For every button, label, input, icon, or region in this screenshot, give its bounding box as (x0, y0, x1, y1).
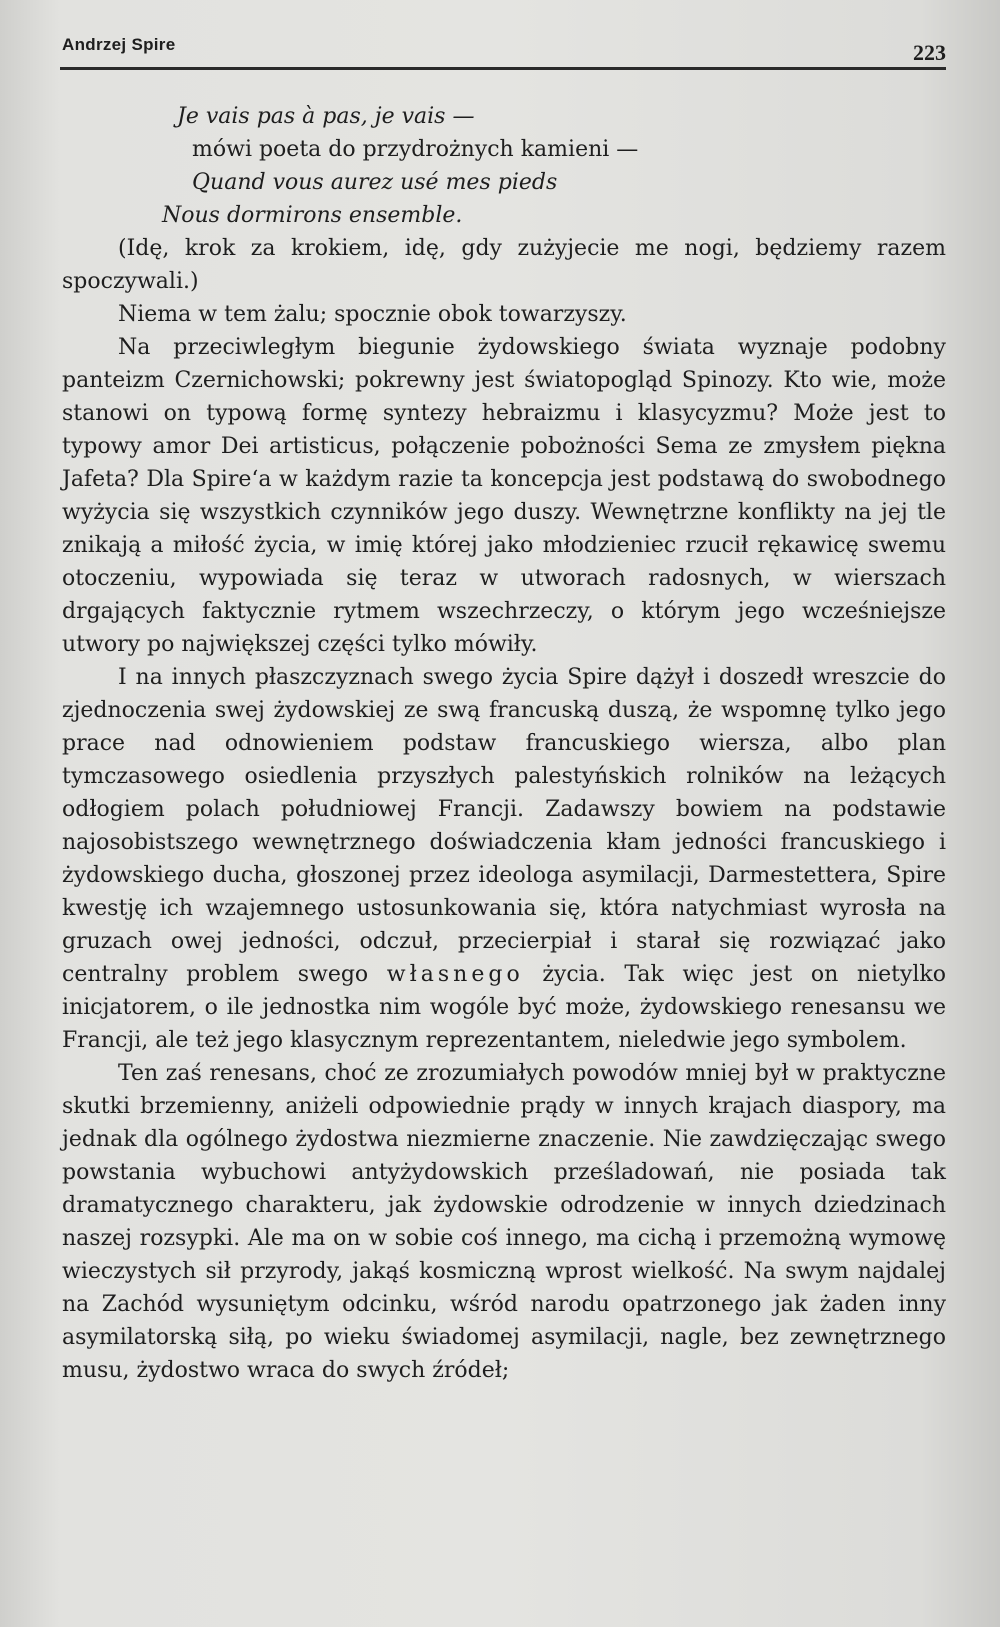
header-rule (60, 67, 946, 70)
paragraph-unification (62, 661, 946, 1057)
body-text (62, 100, 946, 1387)
running-head-author: Andrzej Spire (62, 35, 176, 54)
paragraph-pantheism: Na przeciwległym biegunie żydowskiego świata wyznaje podobny panteizm Czernichowski; pokrewny jest światopogląd Spinozy. Kto wie, może stanowi on typową formę syntezy hebraizmu i klasycyzmu? Może jest to typowy amor Dei artisticus, połączenie pobożności Sema ze zmysłem piękna Jafeta? Dla Spire‘a w każdym razie ta koncepcja jest podstawą do swobodnego wyżycia się wszystkich czynników jego duszy. Wewnętrzne konflikty na jej tle znikają a miłość życia, w imię której jako młodzieniec rzucił rękawicę swemu otoczeniu, wypowiada się teraz w utworach radosnych, w wierszach drgających faktycznie rytmem wszechrzeczy, o którym jego wcześniejsze utwory po największej części tylko mówiły. (62, 335, 946, 657)
paragraph-unification-text-a: I na innych płaszczyznach swego życia Spire dążył i doszedł wreszcie do zjednoczenia swej żydowskiej ze swą francuską duszą, że wspomnę tylko jego prace nad odnowieniem podstaw francuskiego wiersza, albo plan tymczasowego osiedlenia przyszłych palestyńskich rolników na leżących odłogiem polach południowej Francji. Zadawszy bowiem na podstawie najosobistszego wewnętrznego doświadczenia kłam jedności francuskiego i żydowskiego ducha, głoszonej przez ideologa asymilacji, Darmestettera, Spire kwestję ich wzajemnego ustosunkowania się, która natychmiast wyrosła na gruzach owej jedności, odczuł, przecierpiał i starał się rozwiązać jako centralny problem swego (62, 665, 946, 987)
emphasized-word: własnego (386, 962, 524, 987)
page-number: 223 (913, 40, 946, 65)
verse-quotation (62, 100, 946, 232)
paragraph-renaissance: Ten zaś renesans, choć ze zrozumiałych powodów mniej był w praktyczne skutki brzemienny, aniżeli odpowiednie prądy w innych krajach diaspory, ma jednak dla ogólnego żydostwa niezmierne znaczenie. Nie zawdzięczając swego powstania wybuchowi antyżydowskich prześladowań, nie posiada tak dramatycznego charakteru, jak żydowskie odrodzenie w innych dziedzinach naszej rozsypki. Ale ma on w sobie coś innego, ma cichą i przemożną wymowę wieczystych sił przyrody, jakąś kosmiczną wprost wielkość. Na swym najdalej na Zachód wysuniętym odcinku, wśród narodu opatrzonego jak żaden inny asymilatorską siłą, po wieku świadomej asymilacji, nagle, bez zewnętrznego musu, żydostwo wraca do swych źródeł; (62, 1061, 946, 1383)
verse-line-4: Nous dormirons ensemble. (162, 203, 463, 228)
paragraph-translation: (Idę, krok za krokiem, idę, gdy zużyjecie me nogi, będziemy razem spoczywali.) (62, 236, 946, 294)
verse-line-3: Quand vous aurez usé mes pieds (192, 170, 558, 195)
verse-line-1: Je vais pas à pas, je vais — (177, 104, 475, 129)
paragraph-unification-text-b: życia. Tak więc jest on nietylko inicjatorem, o ile jednostka nim wogóle być może, żydowskiego renesansu we Francji, ale też jego klasycznym reprezentantem, nieledwie jego symbolem. (62, 962, 946, 1053)
running-head (60, 30, 946, 70)
verse-line-2: mówi poeta do przydrożnych kamieni — (192, 137, 639, 162)
paragraph-no-regret: Niema w tem żalu; spocznie obok towarzyszy. (118, 302, 627, 327)
